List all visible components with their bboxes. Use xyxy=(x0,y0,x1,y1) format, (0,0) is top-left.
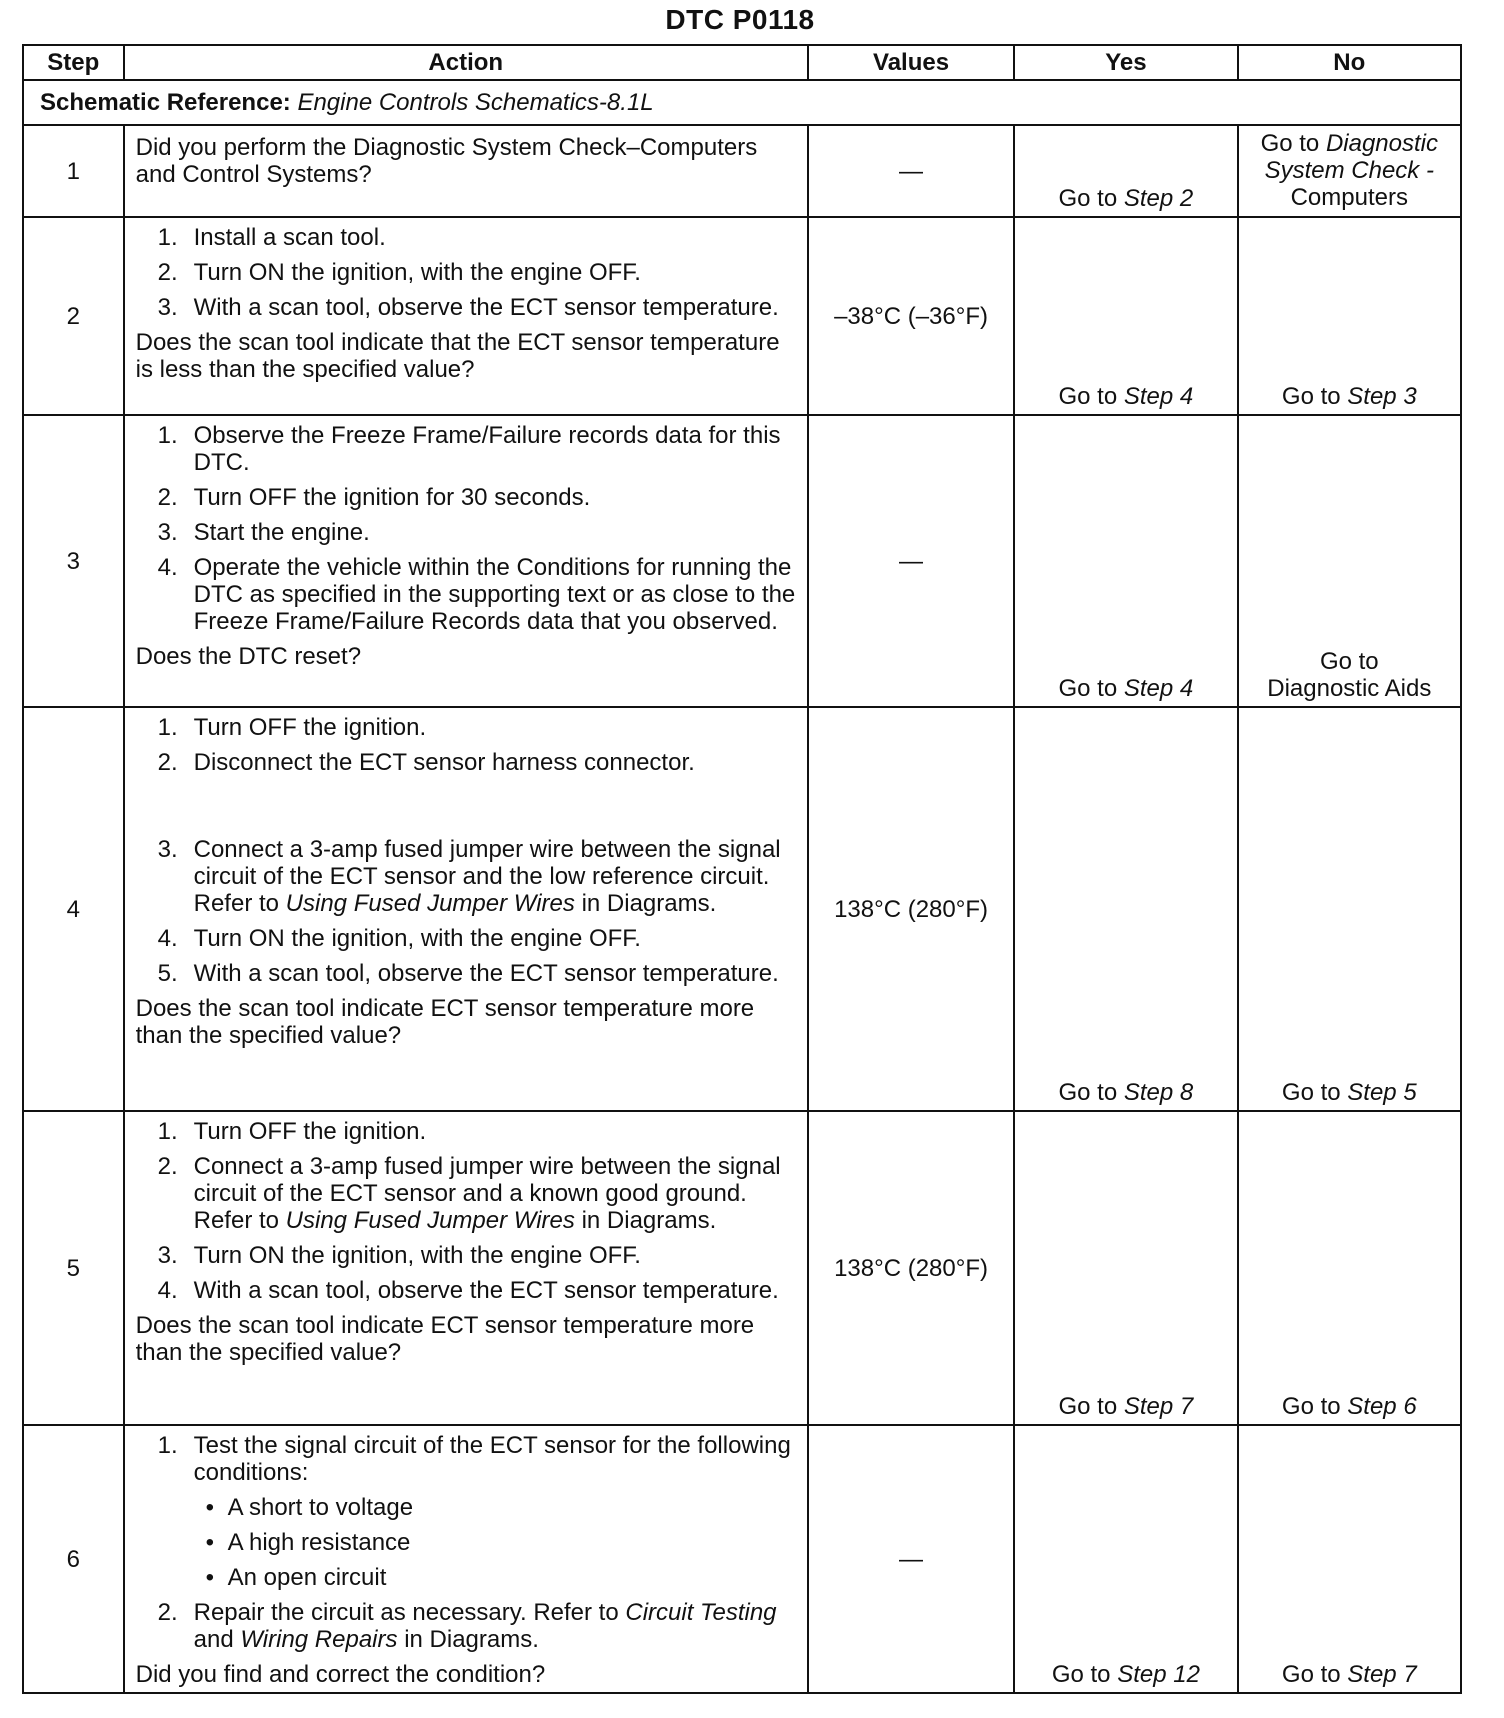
header-action: Action xyxy=(124,45,808,80)
list-item: 2. Repair the circuit as necessary. Refer to Circuit Testing and Wiring Repairs in Diagrams. xyxy=(157,1599,777,1653)
value-cell: — xyxy=(808,125,1014,217)
no-target-tail: Computers xyxy=(1290,184,1408,211)
header-step: Step xyxy=(23,45,124,80)
schematic-reference xyxy=(23,80,1461,125)
header-values: Values xyxy=(808,45,1014,80)
value-cell: –38°C (–36°F) xyxy=(808,217,1014,415)
no-target: Step 3 xyxy=(1347,383,1417,410)
no-cell[interactable]: Go to Step 6 xyxy=(1238,1111,1461,1425)
yes-target: Step 7 xyxy=(1123,1393,1194,1420)
list-item: 3. With a scan tool, observe the ECT sensor temperature. xyxy=(157,294,779,321)
list-item: 2. Turn OFF the ignition for 30 seconds. xyxy=(157,484,591,511)
no-cell[interactable]: Go to Step 5 xyxy=(1238,707,1461,1111)
value-cell: 138°C (280°F) xyxy=(808,1111,1014,1425)
no-target: Diagnostic Aids xyxy=(1267,675,1432,702)
list-item: 4. Operate the vehicle within the Conditions for running the DTC as specified in the supporting text or as close to the Freeze Frame/Failure Records data that you observed. xyxy=(157,554,796,635)
no-target: Step 7 xyxy=(1347,1661,1417,1688)
yes-target: Step 4 xyxy=(1123,383,1194,410)
header-yes: Yes xyxy=(1014,45,1237,80)
no-target: Diagnostic System Check - xyxy=(1264,130,1438,184)
table-row xyxy=(23,415,1461,707)
list-item: 1. Install a scan tool. xyxy=(157,224,386,251)
go-to-text: Go to xyxy=(1058,185,1118,212)
value-cell: — xyxy=(808,415,1014,707)
page-title: DTC P0118 xyxy=(665,4,815,35)
list-item: 2. Disconnect the ECT sensor harness connector. xyxy=(157,749,695,776)
list-item: 5. With a scan tool, observe the ECT sensor temperature. xyxy=(157,960,779,987)
table-row xyxy=(23,707,1461,1111)
no-target: Step 5 xyxy=(1347,1079,1417,1106)
list-item: 1. Test the signal circuit of the ECT sensor for the following conditions: • A short to voltage • A high resistance • An open circuit xyxy=(136,1432,799,1591)
no-cell[interactable]: Go to Step 7 xyxy=(1238,1425,1461,1693)
yes-cell[interactable]: Go to Step 4 xyxy=(1014,217,1237,415)
yes-cell[interactable] xyxy=(1014,125,1237,217)
step-number: 1 xyxy=(23,125,124,217)
list-item: 3. Start the engine. xyxy=(157,519,370,546)
list-item: 4. With a scan tool, observe the ECT sensor temperature. xyxy=(157,1277,779,1304)
step-number: 4 xyxy=(23,707,124,1111)
list-item: 4. Turn ON the ignition, with the engine OFF. xyxy=(157,925,641,952)
step-number: 3 xyxy=(23,415,124,707)
action-cell xyxy=(124,707,808,1111)
header-row xyxy=(23,45,1461,80)
action-cell xyxy=(124,415,808,707)
bullet-item: • An open circuit xyxy=(205,1564,387,1591)
header-no: No xyxy=(1238,45,1461,80)
schematic-reference-row xyxy=(23,80,1461,125)
action-question: Does the DTC reset? xyxy=(135,643,362,670)
step-number: 5 xyxy=(23,1111,124,1425)
action-question: Did you perform the Diagnostic System Check–Computers and Control Systems? xyxy=(135,134,758,188)
no-cell[interactable]: Go to Step 3 xyxy=(1238,217,1461,415)
action-question: Did you find and correct the condition? xyxy=(135,1661,546,1688)
action-cell xyxy=(124,1425,808,1693)
action-question: Does the scan tool indicate that the ECT sensor temperature is less than the specified value? xyxy=(135,329,780,383)
table-row xyxy=(23,217,1461,415)
schematic-value: Engine Controls Schematics-8.1L xyxy=(297,89,654,116)
yes-target: Step 8 xyxy=(1123,1079,1194,1106)
value-cell: — xyxy=(808,1425,1014,1693)
yes-target: Step 12 xyxy=(1117,1661,1200,1688)
value-cell: 138°C (280°F) xyxy=(808,707,1014,1111)
diagnostic-table xyxy=(22,44,1462,1694)
no-cell[interactable]: Go to Diagnostic Aids xyxy=(1238,415,1461,707)
no-target: Step 6 xyxy=(1347,1393,1417,1420)
yes-target: Step 4 xyxy=(1123,675,1194,702)
action-question: Does the scan tool indicate ECT sensor temperature more than the specified value? xyxy=(135,1312,755,1366)
yes-cell[interactable]: Go to Step 12 xyxy=(1014,1425,1237,1693)
schematic-label: Schematic Reference: xyxy=(40,89,291,116)
step-number: 2 xyxy=(23,217,124,415)
no-cell[interactable] xyxy=(1238,125,1461,217)
list-item: 3. Connect a 3-amp fused jumper wire between the signal circuit of the ECT sensor and the low reference circuit. Refer to Using Fused Jumper Wires in Diagrams. xyxy=(157,836,781,917)
list-item: 2. Connect a 3-amp fused jumper wire between the signal circuit of the ECT sensor and a known good ground. Refer to Using Fused Jumper Wires in Diagrams. xyxy=(157,1153,781,1234)
go-to-text: Go to xyxy=(1260,130,1320,157)
list-item: 3. Turn ON the ignition, with the engine OFF. xyxy=(157,1242,641,1269)
bullet-item: • A short to voltage xyxy=(205,1494,414,1521)
action-cell xyxy=(124,125,808,217)
list-item: 1. Turn OFF the ignition. xyxy=(157,1118,427,1145)
table-row xyxy=(23,1425,1461,1693)
yes-cell[interactable]: Go to Step 4 xyxy=(1014,415,1237,707)
bullet-item: • A high resistance xyxy=(205,1529,411,1556)
yes-target: Step 2 xyxy=(1123,185,1194,212)
yes-cell[interactable]: Go to Step 7 xyxy=(1014,1111,1237,1425)
list-item: 2. Turn ON the ignition, with the engine OFF. xyxy=(157,259,641,286)
action-cell xyxy=(124,1111,808,1425)
action-question: Does the scan tool indicate ECT sensor temperature more than the specified value? xyxy=(135,995,755,1049)
list-item: 1. Observe the Freeze Frame/Failure records data for this DTC. xyxy=(157,422,781,476)
step-number: 6 xyxy=(23,1425,124,1693)
yes-cell[interactable]: Go to Step 8 xyxy=(1014,707,1237,1111)
action-cell xyxy=(124,217,808,415)
table-row xyxy=(23,1111,1461,1425)
list-item: 1. Turn OFF the ignition. xyxy=(157,714,427,741)
table-row xyxy=(23,125,1461,217)
